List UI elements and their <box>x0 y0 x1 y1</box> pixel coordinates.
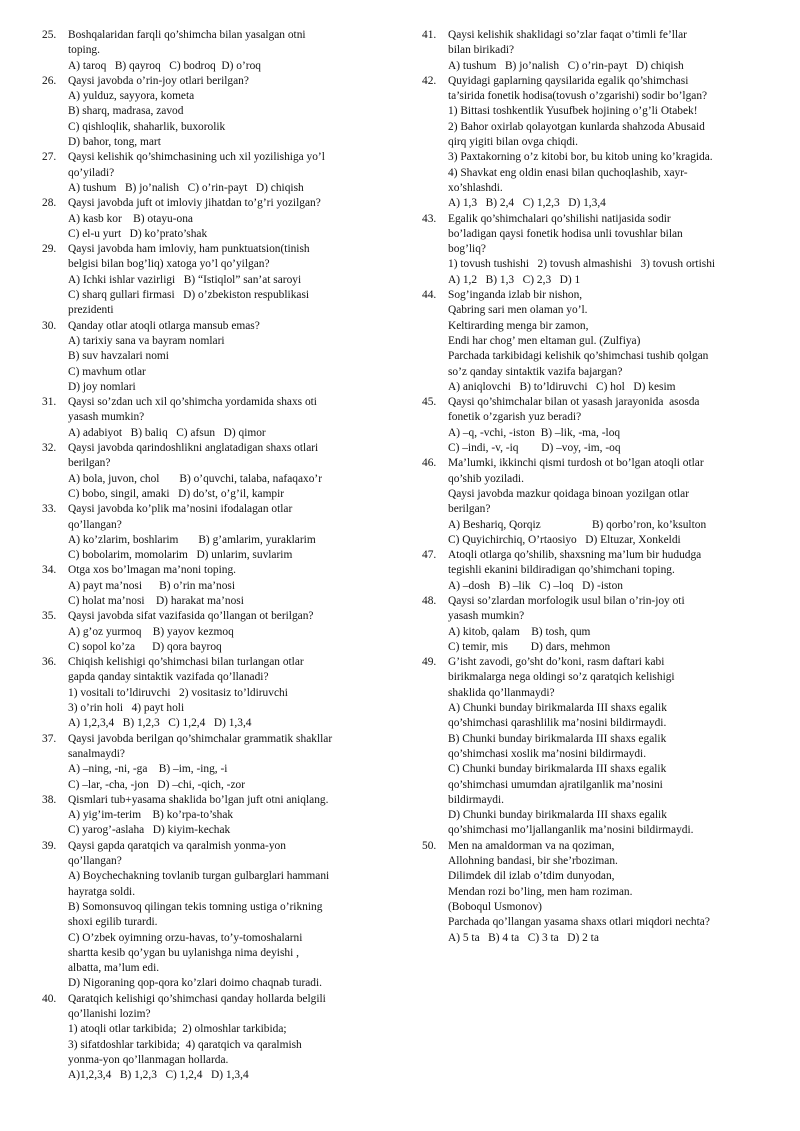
question-line: tegishli ekanini bildiradigan qo’shimchani toping. <box>448 564 675 577</box>
question-body <box>448 655 767 839</box>
question-number: 45. <box>422 396 437 409</box>
question-number: 25. <box>42 29 57 41</box>
question-line: C) bobolarim, momolarim D) unlarim, suvlarim <box>68 549 293 562</box>
question-line: D) Nigoraning qop-qora ko’zlari doimo chaqnab turadi. <box>68 977 322 990</box>
question-text: Egalik qo’shimchalari qo’shilishi natijasida sodir <box>448 212 671 225</box>
question-line: C) el-u yurt D) ko’prato’shak <box>68 227 208 240</box>
question-line: qo’llangan? <box>68 855 122 868</box>
question-line: C) O’zbek oyimning orzu-havas, to’y-tomoshalarni <box>68 931 303 944</box>
question-text: Sog’inganda izlab bir nishon, <box>448 289 583 302</box>
question-line: qo’yiladi? <box>68 166 115 179</box>
question-item <box>42 732 377 793</box>
question-line: A) 5 ta B) 4 ta C) 3 ta D) 2 ta <box>448 931 599 944</box>
question-line: 1) tovush tushishi 2) tovush almashishi 3) tovush ortishi <box>448 258 716 271</box>
question-body <box>68 319 377 395</box>
question-text: Qanday otlar atoqli otlarga mansub emas? <box>68 319 260 332</box>
question-item <box>422 395 767 456</box>
question-line: A) Boychechakning tovlanib turgan gulbarglari hammani <box>68 870 330 883</box>
question-number: 30. <box>42 319 57 332</box>
question-line: A) 1,3 B) 2,4 C) 1,2,3 D) 1,3,4 <box>448 197 606 210</box>
question-line: A) ko’zlarim, boshlarim B) g’amlarim, yuraklarim <box>68 533 316 546</box>
question-line: A) bola, juvon, chol B) o’quvchi, talaba, nafaqaxo’r <box>68 472 322 485</box>
question-number: 39. <box>42 839 57 852</box>
question-line: 1) Bittasi toshkentlik Yusufbek hojining o’g’li Otabek! <box>448 105 698 118</box>
question-line: 1) vositali to’ldiruvchi 2) vositasiz to’ldiruvchi <box>68 686 288 699</box>
question-text: Qaysi javobda berilgan qo’shimchalar grammatik shakllar <box>68 732 333 745</box>
question-text: Qaysi javobda juft ot imloviy jihatdan to’g’ri yozilgan? <box>68 197 321 210</box>
question-text: Qaysi javobda ko’plik ma’nosini ifodalagan otlar <box>68 503 293 516</box>
question-body <box>68 992 377 1084</box>
question-line: Allohning bandasi, bir she’rboziman. <box>448 855 618 868</box>
question-number: 27. <box>42 151 57 164</box>
question-line: A) taroq B) qayroq C) bodroq D) o’roq <box>68 59 261 72</box>
question-text: Qaysi javobda o’rin-joy otlari berilgan? <box>68 74 249 87</box>
question-item <box>42 609 377 655</box>
question-line: C) sopol ko’za D) qora bayroq <box>68 640 222 653</box>
question-text: Boshqalaridan farqli qo’shimcha bilan yasalgan otni <box>68 29 306 41</box>
right-column <box>422 28 767 946</box>
question-line: C) sharq gullari firmasi D) o’zbekiston respublikasi <box>68 289 310 302</box>
question-line: C) –lar, -cha, -jon D) –chi, -qich, -zor <box>68 778 245 791</box>
question-line: berilgan? <box>448 503 491 516</box>
question-line: A) tarixiy sana va bayram nomlari <box>68 334 225 347</box>
question-item <box>42 242 377 318</box>
question-line: A) g’oz yurmoq B) yayov kezmoq <box>68 625 234 638</box>
question-text: Qaysi so’zdan uch xil qo’shimcha yordamida shaxs oti <box>68 396 317 409</box>
question-line: shartta kesib qo’ygan bu uylanishga nima deyishi , <box>68 946 299 959</box>
question-line: shaklida qo’llanmaydi? <box>448 686 555 699</box>
question-line: 3) sifatdoshlar tarkibida; 4) qaratqich va qaralmish <box>68 1038 302 1051</box>
question-body <box>448 395 767 456</box>
question-number: 42. <box>422 74 437 87</box>
question-line: (Boboqul Usmonov) <box>448 900 542 913</box>
question-line: Dilimdek dil izlab o’tdim dunyodan, <box>448 870 615 883</box>
question-line: qo’shimchasi xoslik ma’nosini bildirmaydi. <box>448 747 647 760</box>
question-number: 28. <box>42 197 57 210</box>
question-line: A) tushum B) jo’nalish C) o’rin-payt D) chiqish <box>448 59 684 72</box>
question-text: Chiqish kelishigi qo’shimchasi bilan turlangan otlar <box>68 656 304 669</box>
question-number: 31. <box>42 396 57 409</box>
question-item <box>42 28 377 74</box>
question-line: A) kasb kor B) otayu-ona <box>68 212 193 225</box>
question-body <box>448 594 767 655</box>
question-line: C) holat ma’nosi D) harakat ma’nosi <box>68 594 244 607</box>
question-line: A)1,2,3,4 B) 1,2,3 C) 1,2,4 D) 1,3,4 <box>68 1069 249 1082</box>
question-line: B) suv havzalari nomi <box>68 350 169 363</box>
question-body <box>68 242 377 318</box>
question-number: 48. <box>422 594 437 607</box>
question-body <box>448 548 767 594</box>
question-line: 1) atoqli otlar tarkibida; 2) olmoshlar tarkibida; <box>68 1023 287 1036</box>
question-line: qo’shimchasi mo’ljallanganlik ma’nosini bildirmaydi. <box>448 824 694 837</box>
question-item <box>422 74 767 212</box>
question-line: sanalmaydi? <box>68 747 125 760</box>
question-line: yasash mumkin? <box>68 411 145 424</box>
question-line: C) bobo, singil, amaki D) do’st, o’g’il, kampir <box>68 487 285 500</box>
question-item <box>42 839 377 992</box>
question-item <box>422 28 767 74</box>
question-body <box>68 793 377 839</box>
question-body <box>68 839 377 992</box>
question-number: 35. <box>42 610 57 623</box>
question-body <box>448 288 767 395</box>
question-item <box>422 594 767 655</box>
question-number: 29. <box>42 243 57 256</box>
question-item <box>42 502 377 563</box>
question-body <box>68 74 377 150</box>
question-line: C) –indi, -v, -iq D) –voy, -im, -oq <box>448 442 621 455</box>
question-item <box>422 456 767 548</box>
question-number: 33. <box>42 503 57 516</box>
question-body <box>68 609 377 655</box>
question-line: prezidenti <box>68 304 114 317</box>
question-item <box>42 395 377 441</box>
question-line: bo’ladigan qaysi fonetik hodisa unli tovushlar bilan <box>448 227 683 240</box>
question-line: A) kitob, qalam B) tosh, qum <box>448 625 591 638</box>
question-item <box>42 655 377 731</box>
question-body <box>68 150 377 196</box>
question-number: 50. <box>422 839 437 852</box>
question-line: shoxi egilib turardi. <box>68 916 158 929</box>
question-text: Qaysi gapda qaratqich va qaralmish yonma-yon <box>68 839 286 852</box>
question-item <box>42 150 377 196</box>
question-text: Qaysi qo’shimchalar bilan ot yasash jarayonida asosda <box>448 396 700 409</box>
question-body <box>68 655 377 731</box>
question-body <box>68 395 377 441</box>
question-item <box>422 212 767 288</box>
question-body <box>448 74 767 212</box>
question-line: birikmalarga nega oldingi so’z qaratqich kelishigi <box>448 671 675 684</box>
question-item <box>422 655 767 839</box>
question-item <box>42 793 377 839</box>
question-line: A) adabiyot B) baliq C) afsun D) qimor <box>68 426 266 439</box>
question-line: qirq yigiti bilan ovga chiqdi. <box>448 136 579 149</box>
question-number: 36. <box>42 656 57 669</box>
question-item <box>422 288 767 395</box>
question-line: D) Chunki bunday birikmalarda III shaxs egalik <box>448 809 667 822</box>
question-line: A) yulduz, sayyora, kometa <box>68 90 195 103</box>
question-line: toping. <box>68 44 100 57</box>
question-line: A) Beshariq, Qorqiz B) qorbo’ron, ko’ksulton <box>448 518 707 531</box>
question-line: Qabring sari men olaman yo’l. <box>448 304 588 317</box>
question-line: qo’llanishi lozim? <box>68 1008 151 1020</box>
question-line: A) –ning, -ni, -ga B) –im, -ing, -i <box>68 763 228 776</box>
question-body <box>68 732 377 793</box>
question-number: 44. <box>422 289 437 302</box>
question-line: C) qishloqlik, shaharlik, buxorolik <box>68 120 226 133</box>
question-number: 40. <box>42 992 57 1005</box>
question-text: Qismlari tub+yasama shaklida bo’lgan juft otni aniqlang. <box>68 793 329 806</box>
question-line: C) Quyichirchiq, O’rtaosiyo D) Eltuzar, Xonkeldi <box>448 533 681 546</box>
question-text: Qaratqich kelishigi qo’shimchasi qanday hollarda belgili <box>68 992 326 1005</box>
question-line: A) Chunki bunday birikmalarda III shaxs egalik <box>448 702 667 715</box>
question-line: A) payt ma’nosi B) o’rin ma’nosi <box>68 579 236 592</box>
question-line: fonetik o’zgarish yuz beradi? <box>448 411 582 424</box>
question-text: Ma’lumki, ikkinchi qismi turdosh ot bo’lgan atoqli otlar <box>448 457 704 470</box>
question-text: Qaysi javobda qarindoshlikni anglatadigan shaxs otlari <box>68 442 319 455</box>
question-line: B) Chunki bunday birikmalarda III shaxs egalik <box>448 732 667 745</box>
question-item <box>42 563 377 609</box>
question-body <box>448 212 767 288</box>
question-body <box>448 456 767 548</box>
question-body <box>448 839 767 946</box>
question-text: Men na amaldorman va na qoziman, <box>448 839 615 852</box>
question-line: xo’shlashdi. <box>448 181 503 194</box>
question-text: Qaysi kelishik shaklidagi so’zlar faqat o’timli fe’llar <box>448 29 687 41</box>
question-text: G’isht zavodi, go’sht do’koni, rasm daftari kabi <box>448 656 665 669</box>
question-body <box>68 196 377 242</box>
question-line: yasash mumkin? <box>448 610 525 623</box>
question-line: belgisi bilan bog’liq) xatoga yo’l qo’yilgan? <box>68 258 270 271</box>
question-text: Otga xos bo’lmagan ma’noni toping. <box>68 564 236 577</box>
question-item <box>42 196 377 242</box>
question-line: so’z qanday sintaktik vazifa bajargan? <box>448 365 623 378</box>
question-line: C) yarog’-aslaha D) kiyim-kechak <box>68 824 231 837</box>
question-line: qo’shimchasi qarashlilik ma’nosini bildirmaydi. <box>448 717 667 730</box>
question-line: A) tushum B) jo’nalish C) o’rin-payt D) chiqish <box>68 181 304 194</box>
question-number: 47. <box>422 549 437 562</box>
question-body <box>68 28 377 74</box>
question-line: 3) Paxtakorning o’z kitobi bor, bu kitob uning ko’kragida. <box>448 151 713 164</box>
question-line: Parchada tarkibidagi kelishik qo’shimchasi tushib qolgan <box>448 350 709 363</box>
question-body <box>68 563 377 609</box>
question-line: A) yig’im-terim B) ko’rpa-to’shak <box>68 809 234 822</box>
question-body <box>448 28 767 74</box>
question-line: 4) Shavkat eng oldin enasi bilan quchoqlashib, xayr- <box>448 166 688 179</box>
question-line: A) 1,2 B) 1,3 C) 2,3 D) 1 <box>448 273 581 286</box>
question-item <box>42 992 377 1084</box>
question-line: Parchada qo’llangan yasama shaxs otlari miqdori nechta? <box>448 916 710 929</box>
question-number: 43. <box>422 212 437 225</box>
question-line: A) aniqlovchi B) to’ldiruvchi C) hol D) kesim <box>448 380 676 393</box>
question-text: Atoqli otlarga qo’shilib, shaxsning ma’lum bir hududga <box>448 549 702 562</box>
question-line: Mendan rozi bo’ling, men ham roziman. <box>448 885 633 898</box>
question-text: Quyidagi gaplarning qaysilarida egalik qo’shimchasi <box>448 74 689 87</box>
question-line: B) Somonsuvoq qilingan tekis tomning ustiga o’rikning <box>68 900 323 913</box>
question-text: Qaysi javobda sifat vazifasida qo’llangan ot berilgan? <box>68 610 314 623</box>
question-item <box>42 74 377 150</box>
question-line: qo’shib yoziladi. <box>448 472 524 485</box>
question-line: ta’sirida fonetik hodisa(tovush o’zgarishi) sodir bo’lgan? <box>448 90 708 103</box>
question-number: 32. <box>42 442 57 455</box>
question-number: 41. <box>422 29 437 41</box>
question-line: berilgan? <box>68 457 111 470</box>
question-item <box>42 319 377 395</box>
question-number: 49. <box>422 656 437 669</box>
question-line: D) bahor, tong, mart <box>68 136 161 149</box>
question-line: C) Chunki bunday birikmalarda III shaxs egalik <box>448 763 667 776</box>
question-line: Qaysi javobda mazkur qoidaga binoan yozilgan otlar <box>448 487 690 500</box>
question-line: bog’liq? <box>448 243 486 256</box>
question-line: C) temir, mis D) dars, mehmon <box>448 640 611 653</box>
question-line: albatta, ma’lum edi. <box>68 962 160 975</box>
question-line: A) 1,2,3,4 B) 1,2,3 C) 1,2,4 D) 1,3,4 <box>68 717 252 730</box>
question-line: D) joy nomlari <box>68 380 136 393</box>
question-line: Keltirarding menga bir zamon, <box>448 319 589 332</box>
question-text: Qaysi so’zlardan morfologik usul bilan o’rin-joy oti <box>448 594 685 607</box>
question-body <box>68 441 377 502</box>
question-line: gapda qanday sintaktik vazifada qo’llanadi? <box>68 671 269 684</box>
question-item <box>422 548 767 594</box>
question-line: C) mavhum otlar <box>68 365 146 378</box>
question-line: qo’llangan? <box>68 518 122 531</box>
question-item <box>42 441 377 502</box>
question-line: 3) o’rin holi 4) payt holi <box>68 702 185 715</box>
left-column <box>42 28 377 1083</box>
question-line: yonma-yon qo’llanmagan hollarda. <box>68 1053 229 1066</box>
question-line: A) Ichki ishlar vazirligi B) “Istiqlol” san’at saroyi <box>68 273 302 286</box>
question-line: Endi har chog’ men eltaman gul. (Zulfiya) <box>448 334 641 347</box>
question-number: 46. <box>422 457 437 470</box>
question-number: 37. <box>42 732 57 745</box>
question-text: Qaysi kelishik qo’shimchasining uch xil yozilishiga yo’l <box>68 151 325 164</box>
question-line: A) –dosh B) –lik C) –loq D) -iston <box>448 579 623 592</box>
question-number: 34. <box>42 564 57 577</box>
question-line: bildirmaydi. <box>448 793 504 806</box>
question-number: 38. <box>42 793 57 806</box>
question-line: hayratga soldi. <box>68 885 136 898</box>
question-line: bilan birikadi? <box>448 44 515 57</box>
question-text: Qaysi javobda ham imloviy, ham punktuatsion(tinish <box>68 243 310 256</box>
question-line: A) –q, -vchi, -iston B) –lik, -ma, -loq <box>448 426 621 439</box>
question-item <box>422 839 767 946</box>
question-line: 2) Bahor oxirlab qolayotgan kunlarda shahzoda Abusaid <box>448 120 705 133</box>
question-line: B) sharq, madrasa, zavod <box>68 105 184 118</box>
question-line: qo’shimchasi umumdan ajratilganlik ma’nosini <box>448 778 663 791</box>
question-body <box>68 502 377 563</box>
question-number: 26. <box>42 74 57 87</box>
